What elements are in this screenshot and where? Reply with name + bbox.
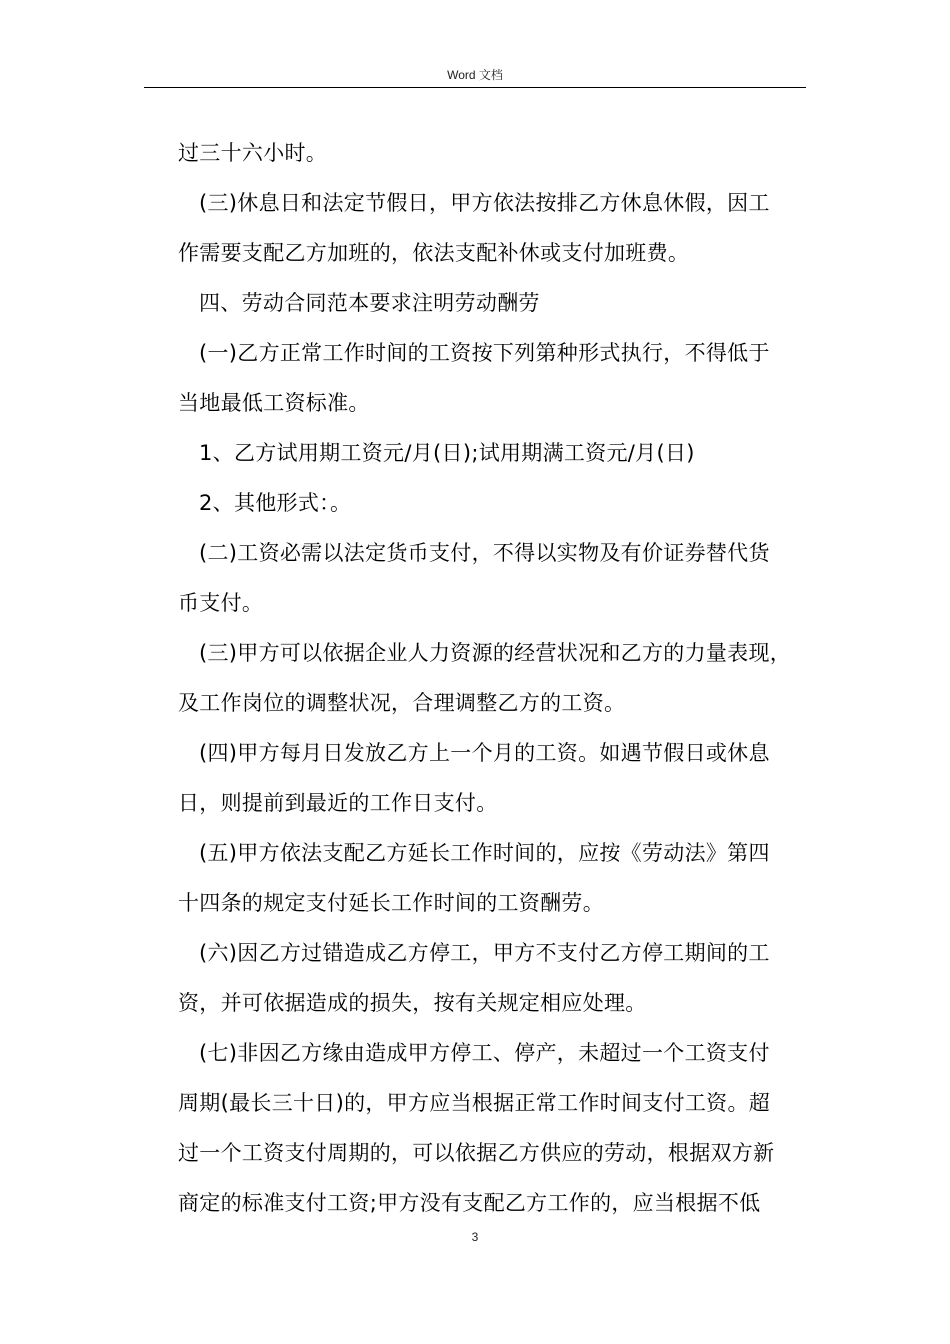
text-line: 1、乙方试用期工资元/月(日);试用期满工资元/月(日) xyxy=(199,441,695,465)
page-number: 3 xyxy=(471,1230,479,1244)
text-line: 十四条的规定支付延长工作时间的工资酬劳。 xyxy=(178,891,604,915)
text-line: 资，并可依据造成的损失，按有关规定相应处理。 xyxy=(178,991,647,1015)
text-line: 四、劳动合同范本要求注明劳动酬劳 xyxy=(199,291,540,315)
text-line: 作需要支配乙方加班的，依法支配补休或支付加班费。 xyxy=(178,241,690,265)
text-line: (七)非因乙方缘由造成甲方停工、停产，未超过一个工资支付 xyxy=(199,1041,770,1065)
text-line: (六)因乙方过错造成乙方停工，甲方不支付乙方停工期间的工 xyxy=(199,941,770,965)
text-line: (三)休息日和法定节假日，甲方依法按排乙方休息休假，因工 xyxy=(199,191,770,215)
text-line: (三)甲方可以依据企业人力资源的经营状况和乙方的力量表现， xyxy=(199,641,792,665)
text-line: 币支付。 xyxy=(178,591,264,615)
text-line: 及工作岗位的调整状况，合理调整乙方的工资。 xyxy=(178,691,626,715)
text-line: (二)工资必需以法定货币支付，不得以实物及有价证券替代货 xyxy=(199,541,770,565)
text-line: 商定的标准支付工资;甲方没有支配乙方工作的，应当根据不低 xyxy=(178,1191,761,1215)
document-header-title: Word 文档 xyxy=(447,68,503,82)
text-line: 2、其他形式：。 xyxy=(199,491,352,515)
text-line: 过三十六小时。 xyxy=(178,141,328,165)
text-line: 过一个工资支付周期的，可以依据乙方供应的劳动，根据双方新 xyxy=(178,1141,775,1165)
text-line: 日，则提前到最近的工作日支付。 xyxy=(178,791,498,815)
text-line: (四)甲方每月日发放乙方上一个月的工资。如遇节假日或休息 xyxy=(199,741,770,765)
document-body xyxy=(178,128,808,1228)
text-line: 周期(最长三十日)的，甲方应当根据正常工作时间支付工资。超 xyxy=(178,1091,771,1115)
text-line: 当地最低工资标准。 xyxy=(178,391,370,415)
text-line: (一)乙方正常工作时间的工资按下列第种形式执行，不得低于 xyxy=(199,341,770,365)
header-divider xyxy=(144,87,806,88)
text-line: (五)甲方依法支配乙方延长工作时间的，应按《劳动法》第四 xyxy=(199,841,770,865)
